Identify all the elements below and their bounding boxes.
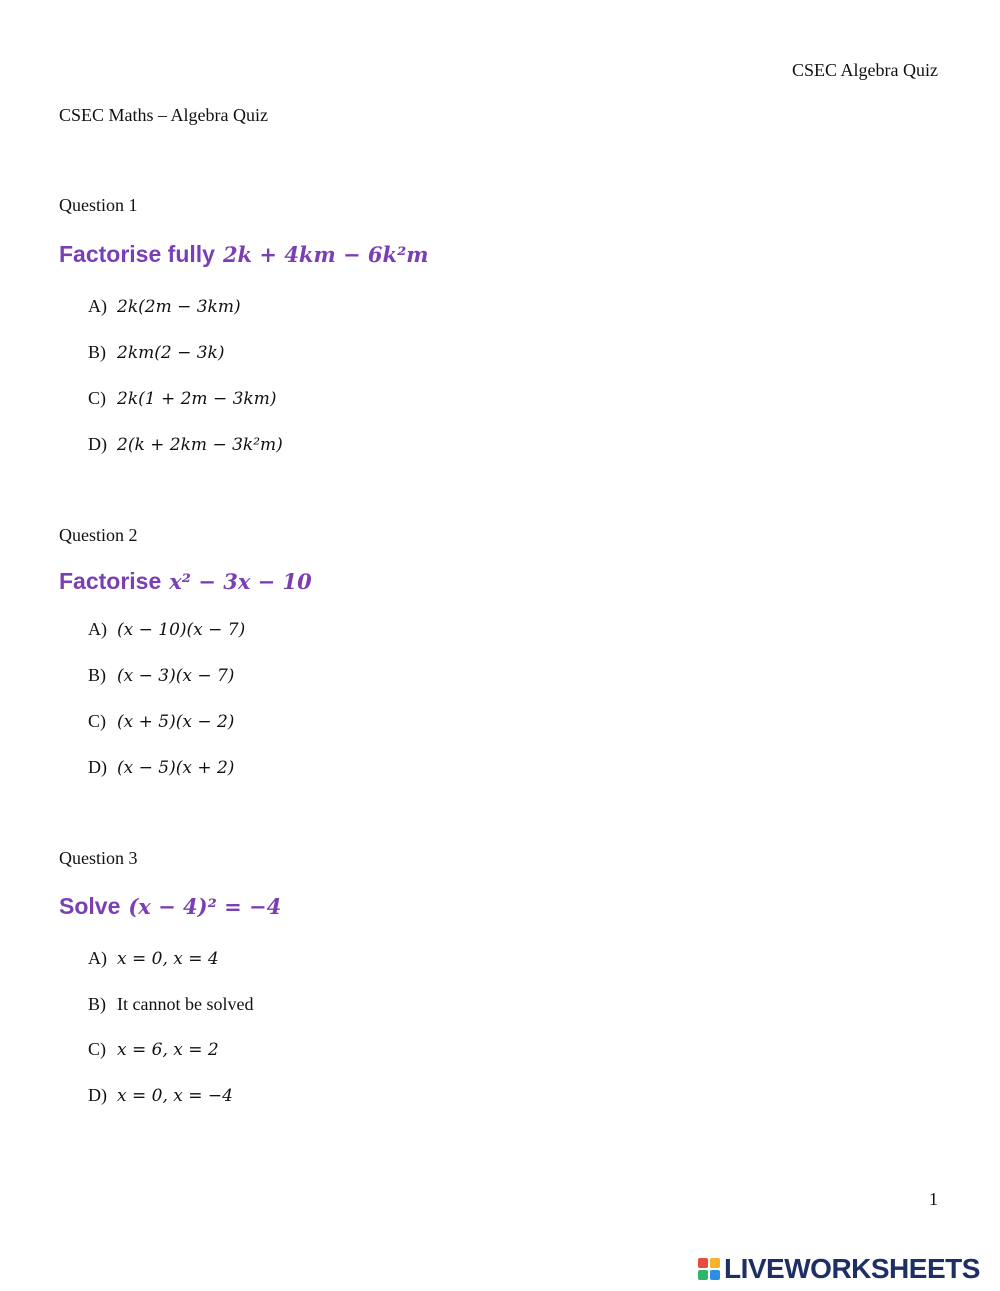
option-letter: B) <box>88 994 106 1014</box>
question-2-option-a[interactable] <box>88 619 245 640</box>
option-text: It cannot be solved <box>117 994 254 1014</box>
question-1-option-d[interactable] <box>88 434 283 455</box>
option-letter: D) <box>88 1085 107 1105</box>
question-2-label: Question 2 <box>59 525 138 545</box>
question-1-expression: 2k + 4km − 6k²m <box>222 242 429 267</box>
option-letter: A) <box>88 619 107 639</box>
question-3-label: Question 3 <box>59 848 138 868</box>
question-1-option-b[interactable] <box>88 342 225 363</box>
option-text: (x − 5)(x + 2) <box>117 758 235 778</box>
liveworksheets-logo[interactable] <box>698 1253 980 1285</box>
logo-square-yellow <box>710 1258 720 1268</box>
question-1-option-a[interactable] <box>88 296 241 317</box>
option-letter: D) <box>88 757 107 777</box>
question-3-heading <box>59 893 281 920</box>
liveworksheets-wordmark: LIVEWORKSHEETS <box>724 1253 980 1284</box>
option-letter: B) <box>88 342 106 362</box>
question-3-expression: (x − 4)² = −4 <box>128 894 282 919</box>
question-2-heading <box>59 568 312 595</box>
question-3-option-b[interactable] <box>88 994 253 1015</box>
option-letter: A) <box>88 948 107 968</box>
question-3-instruction: Solve <box>59 893 121 919</box>
question-3-option-c[interactable] <box>88 1039 219 1060</box>
question-2-expression: x² − 3x − 10 <box>169 569 312 594</box>
question-2-instruction: Factorise <box>59 568 162 594</box>
liveworksheets-logo-icon <box>698 1258 720 1280</box>
option-text: x = 0, x = −4 <box>117 1086 233 1106</box>
logo-square-green <box>698 1270 708 1280</box>
option-letter: C) <box>88 711 106 731</box>
question-2-option-d[interactable] <box>88 757 234 778</box>
option-text: x = 6, x = 2 <box>117 1040 219 1060</box>
option-text: (x − 3)(x − 7) <box>117 666 235 686</box>
option-text: 2k(1 + 2m − 3km) <box>117 389 277 409</box>
option-letter: C) <box>88 1039 106 1059</box>
question-1-option-c[interactable] <box>88 388 276 409</box>
option-text: 2k(2m − 3km) <box>117 297 241 317</box>
question-2-option-c[interactable] <box>88 711 234 732</box>
option-letter: B) <box>88 665 106 685</box>
question-3-option-a[interactable] <box>88 948 219 969</box>
option-letter: A) <box>88 296 107 316</box>
running-header-title: CSEC Algebra Quiz <box>792 60 938 80</box>
question-1-label: Question 1 <box>59 195 138 215</box>
question-3-option-d[interactable] <box>88 1085 233 1106</box>
logo-square-blue <box>710 1270 720 1280</box>
option-letter: D) <box>88 434 107 454</box>
page-number: 1 <box>929 1189 938 1209</box>
document-title: CSEC Maths – Algebra Quiz <box>59 105 268 125</box>
logo-square-red <box>698 1258 708 1268</box>
option-text: (x + 5)(x − 2) <box>117 712 235 732</box>
question-1-instruction: Factorise fully <box>59 241 215 267</box>
option-text: x = 0, x = 4 <box>117 949 219 969</box>
option-text: 2km(2 − 3k) <box>117 343 225 363</box>
option-letter: C) <box>88 388 106 408</box>
question-1-heading <box>59 241 429 268</box>
question-2-option-b[interactable] <box>88 665 234 686</box>
option-text: 2(k + 2km − 3k²m) <box>117 435 283 455</box>
option-text: (x − 10)(x − 7) <box>117 620 246 640</box>
